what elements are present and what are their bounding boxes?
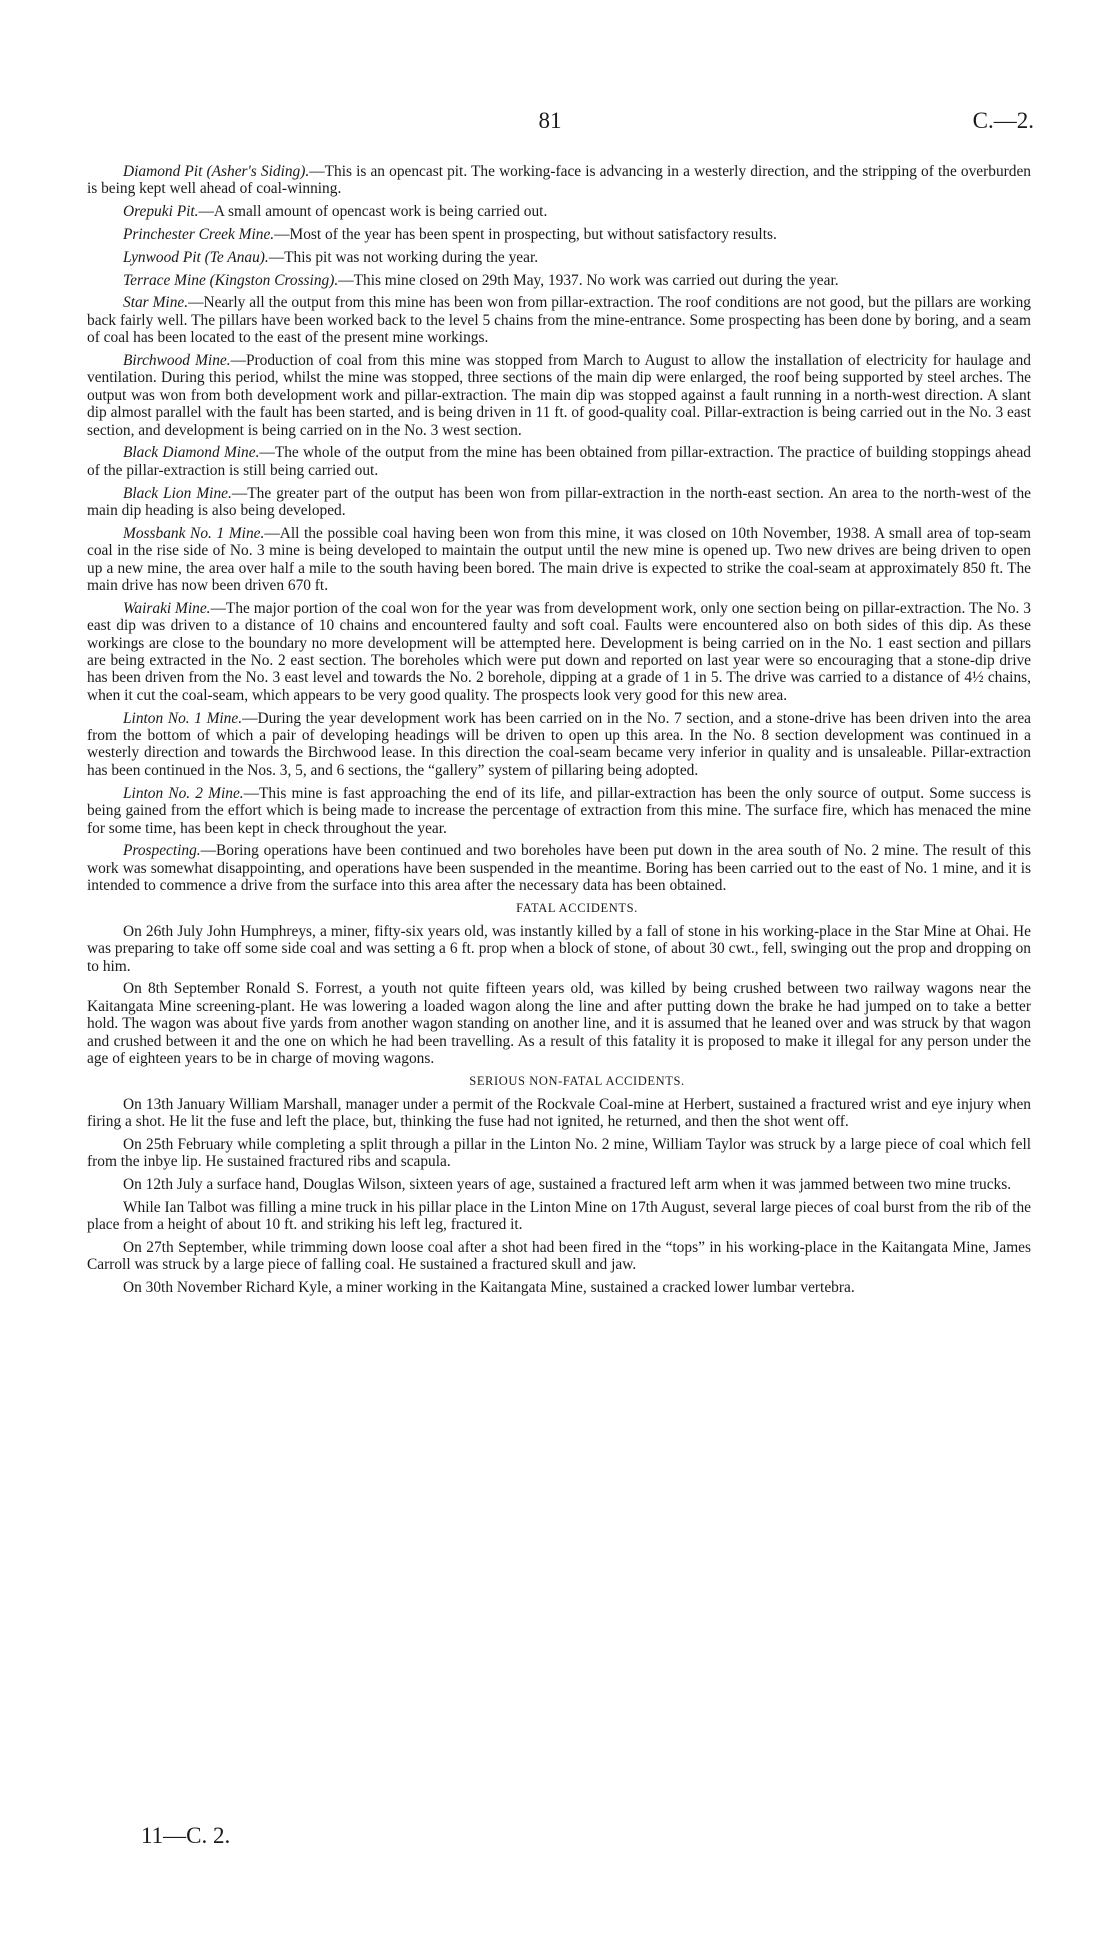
serious-accidents-heading: SERIOUS NON-FATAL ACCIDENTS.: [469, 1073, 685, 1088]
mine-paragraph: [87, 710, 1031, 780]
mine-text: —Most of the year has been spent in prospecting, but without satisfactory results.: [274, 226, 777, 243]
mine-title: Diamond Pit (Asher's Siding).: [123, 163, 310, 180]
mine-text: —The major portion of the coal won for the year was from development work, only one section being on pillar-extraction. The No. 3 east dip was driven to a distance of 10 chains and encountered faulty and soft coal. Faults were encountered also on both sides of this dip. As these workings are close to the boundary no more development will be attempted here. Development is being carried on in the No. 1 east section and pillars are being extracted in the No. 2 east section. The boreholes which were put down and reported on last year were so encouraging that a stone-dip drive has been driven from the No. 3 east level and towards the No. 2 borehole, dipping at a grade of 1 in 5. The drive was carried to a distance of 4½ chains, when it cut the coal-seam, which appears to be very good quality. The prospects look very good for this new area.: [87, 599, 1031, 704]
mine-title: Terrace Mine (Kingston Crossing).: [123, 271, 339, 289]
mine-title: Star Mine.: [123, 294, 189, 312]
mine-title: Princhester Creek Mine.: [123, 226, 275, 243]
mine-paragraph: [87, 249, 1031, 266]
mine-paragraph: [87, 444, 1031, 479]
serious-accident-paragraph: On 13th January William Marshall, manager under a permit of the Rockvale Coal-mine at Herbert, sustained a fractured wrist and eye injury when firing a shot. He lit the fuse and left the place, but, thinking the fuse had not ignited, he returned, and then the shot went off.: [87, 1095, 1031, 1130]
mine-title: Black Diamond Mine.: [123, 444, 260, 462]
mine-title: Linton No. 2 Mine.: [123, 784, 244, 802]
mine-text: —Production of coal from this mine was stopped from March to August to allow the installation of electricity for haulage and ventilation. During this period, whilst the mine was stopped, three sections of the main dip were enlarged, the roof being supported by steel arches. The output was won from both development work and pillar-extraction. The main dip was stopped against a fault running in a north-west direction. A slant dip almost parallel with the fault has been started, and is being driven in 11 ft. of good-quality coal. Pillar-extraction is being carried out in the No. 3 east section, and development is being carried on in the No. 3 west section.: [87, 352, 1031, 439]
mine-title: Lynwood Pit (Te Anau).: [123, 248, 269, 266]
fatal-accidents-heading: FATAL ACCIDENTS.: [516, 900, 638, 915]
mine-paragraph: [87, 226, 1031, 243]
mine-title: Prospecting.: [123, 842, 201, 860]
mine-text: —This is an opencast pit. The working-face is advancing in a westerly direction, and the stripping of the overburden is being kept well ahead of coal-winning.: [87, 163, 1031, 198]
mine-paragraph: [87, 163, 1031, 198]
mine-text: —The greater part of the output has been won from pillar-extraction in the north-east section. An area to the north-west of the main dip heading is also being developed.: [87, 484, 1032, 520]
mine-title: Orepuki Pit.: [123, 203, 199, 221]
serious-accident-paragraph: On 30th November Richard Kyle, a miner working in the Kaitangata Mine, sustained a cracked lower lumbar vertebra.: [123, 1279, 855, 1297]
mine-paragraph: [87, 485, 1031, 520]
mine-text: —A small amount of opencast work is being carried out.: [198, 203, 548, 221]
mine-title: Linton No. 1 Mine.: [123, 709, 243, 727]
mine-text: —Boring operations have been continued and two boreholes have been put down in the area south of No. 2 mine. The result of this work was somewhat disappointing, and operations have been suspended in the meantime. Boring has been carried out to the east of No. 1 mine, and it is intended to commence a drive from the surface into this area after the necessary data has been obtained.: [87, 842, 1031, 895]
mine-paragraph: [87, 352, 1031, 439]
mine-text: —This pit was not working during the year.: [268, 248, 539, 266]
page-number: 81: [538, 108, 562, 133]
mine-paragraph: [87, 294, 1031, 346]
footer-signature: 11—C. 2.: [141, 1823, 231, 1848]
mine-title: Black Lion Mine.: [123, 484, 232, 502]
document-code: C.—2.: [972, 108, 1034, 133]
page-body: [87, 163, 1031, 1302]
serious-accident-paragraph: On 25th February while completing a split through a pillar in the Linton No. 2 mine, William Taylor was struck by a large piece of coal which fell from the inbye lip. He sustained fractured ribs and scapula.: [87, 1135, 1031, 1171]
mine-paragraph: [87, 272, 1031, 289]
mine-text: —Nearly all the output from this mine has been won from pillar-extraction. The roof conditions are not good, but the pillars are working back fairly well. The pillars have been worked back to the level 5 chains from the mine-entrance. Some prospecting has been done by boring, and a seam of coal has been located to the east of the present mine workings.: [87, 294, 1031, 347]
mine-paragraph: [87, 785, 1031, 837]
mine-title: Birchwood Mine.: [123, 352, 231, 369]
serious-accident-paragraph: On 12th July a surface hand, Douglas Wilson, sixteen years of age, sustained a fractured left arm when it was jammed between two mine trucks.: [123, 1175, 1012, 1193]
mine-text: —This mine is fast approaching the end of its life, and pillar-extraction has been the only source of output. Some success is being gained from the effort which is being made to increase the percentage of extraction from this mine. The surface fire, which has menaced the mine for some time, has been kept in check throughout the year.: [87, 784, 1031, 837]
mine-text: —The whole of the output from the mine has been obtained from pillar-extraction. The practice of building stoppings ahead of the pillar-extraction is still being carried out.: [87, 444, 1031, 479]
serious-accident-paragraph: On 27th September, while trimming down loose coal after a shot had been fired in the “tops” in his working-place in the Kaitangata Mine, James Carroll was struck by a large piece of falling coal. He sustained a fractured skull and jaw.: [87, 1238, 1031, 1274]
fatal-accident-paragraph: On 26th July John Humphreys, a miner, fifty-six years old, was instantly killed by a fall of stone in his working-place in the Star Mine at Ohai. He was preparing to take off some side coal and was setting a 6 ft. prop when a block of stone, of about 30 cwt., fell, swinging out the prop and dropping on to him.: [87, 922, 1031, 975]
serious-accident-paragraph: While Ian Talbot was filling a mine truck in his pillar place in the Linton Mine on 17th August, several large pieces of coal burst from the rib of the place from a height of about 10 ft. and striking his left leg, fractured it.: [87, 1198, 1031, 1234]
mine-text: —All the possible coal having been won from this mine, it was closed on 10th November, 1938. A small area of top-seam coal in the rise side of No. 3 mine is being developed to maintain the output until the new mine is opened up. Two new drives are being driven to open up a new mine, the area over half a mile to the south having been bored. The main drive is expected to strike the coal-seam at approximately 850 ft. The main drive has now been driven 670 ft.: [87, 524, 1031, 595]
mine-paragraph: [87, 525, 1031, 595]
mine-paragraph: [87, 203, 1031, 220]
mine-text: —During the year development work has been carried on in the No. 7 section, and a stone-drive has been driven into the area from the bottom of which a pair of developing headings will be driven to open up this area. In the No. 8 section development was continued in a westerly direction and towards the Birchwood lease. In this direction the coal-seam became very inferior in quality and is unsaleable. Pillar-extraction has been continued in the Nos. 3, 5, and 6 sections, the “gallery” system of pillaring being adopted.: [87, 709, 1031, 779]
mine-text: —This mine closed on 29th May, 1937. No work was carried out during the year.: [338, 271, 839, 289]
fatal-accident-paragraph: On 8th September Ronald S. Forrest, a youth not quite fifteen years old, was killed by being crushed between two railway wagons near the Kaitangata Mine screening-plant. He was lowering a loaded wagon along the line and after putting down the brake he had jumped on to take a better hold. The wagon was about five yards from another wagon standing on another line, and it is assumed that he leaned over and was struck by that wagon and crushed between it and the one on which he had been travelling. As a result of this fatality it is proposed to make it illegal for any person under the age of eighteen years to be in charge of moving wagons.: [87, 980, 1031, 1067]
mine-paragraph: [87, 842, 1031, 894]
mine-title: Wairaki Mine.: [123, 599, 211, 617]
mine-paragraph: [87, 600, 1031, 704]
mine-title: Mossbank No. 1 Mine.: [123, 524, 265, 542]
